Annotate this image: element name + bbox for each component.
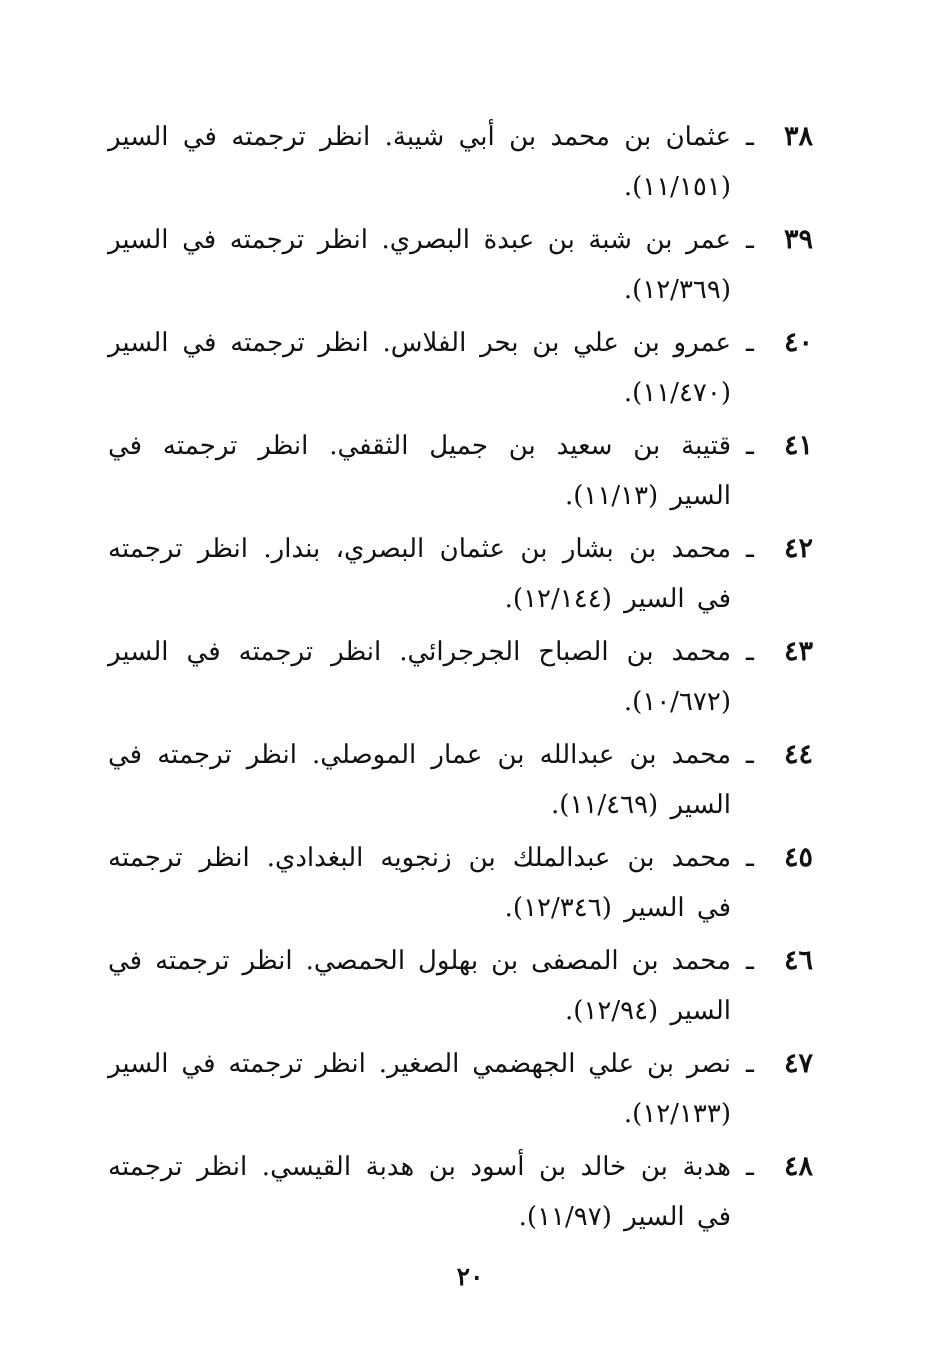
entry-number: ٤٢ xyxy=(783,533,813,564)
entry-text: قتيبة بن سعيد بن جميل الثقفي. انظر ترجمته في السير (١١/١٣). xyxy=(108,431,731,511)
entry-text: نصر بن علي الجهضمي الصغير. انظر ترجمته في السير (١٢/١٣٣). xyxy=(108,1049,731,1129)
entry-44 xyxy=(108,730,813,833)
biography-entries-list xyxy=(108,112,813,1245)
entry-number: ٤٧ xyxy=(783,1048,813,1079)
entry-text: عثمان بن محمد بن أبي شيبة. انظر ترجمته في السير (١١/١٥١). xyxy=(108,122,731,202)
entry-39 xyxy=(108,215,813,318)
entry-dash: ـ xyxy=(746,224,754,255)
entry-text: محمد بن عبدالملك بن زنجويه البغدادي. انظر ترجمته في السير (١٢/٣٤٦). xyxy=(108,843,731,923)
entry-40 xyxy=(108,318,813,421)
entry-text: محمد بن عبدالله بن عمار الموصلي. انظر ترجمته في السير (١١/٤٦٩). xyxy=(108,740,731,820)
entry-text: محمد بن الصباح الجرجرائي. انظر ترجمته في السير (١٠/٦٧٢). xyxy=(108,637,731,717)
entry-dash: ـ xyxy=(746,327,754,358)
entry-42 xyxy=(108,524,813,627)
entry-number: ٤٥ xyxy=(783,842,813,873)
entry-dash: ـ xyxy=(746,121,754,152)
entry-dash: ـ xyxy=(746,1151,754,1182)
entry-48 xyxy=(108,1142,813,1245)
entry-46 xyxy=(108,936,813,1039)
entry-45 xyxy=(108,833,813,936)
entry-dash: ـ xyxy=(746,739,754,770)
entry-dash: ـ xyxy=(746,842,754,873)
entry-number: ٣٨ xyxy=(783,121,813,152)
entry-text: عمر بن شبة بن عبدة البصري. انظر ترجمته في السير (١٢/٣٦٩). xyxy=(108,225,731,305)
entry-dash: ـ xyxy=(746,430,754,461)
entry-dash: ـ xyxy=(746,1048,754,1079)
entry-dash: ـ xyxy=(746,533,754,564)
entry-47 xyxy=(108,1039,813,1142)
entry-number: ٤٤ xyxy=(783,739,813,770)
entry-number: ٤٣ xyxy=(783,636,813,667)
page-number: ٢٠ xyxy=(456,1262,484,1291)
entry-number: ٤١ xyxy=(783,430,813,461)
entry-dash: ـ xyxy=(746,945,754,976)
entry-number: ٤٨ xyxy=(783,1151,813,1182)
entry-text: محمد بن المصفى بن بهلول الحمصي. انظر ترجمته في السير (١٢/٩٤). xyxy=(108,946,731,1026)
entry-41 xyxy=(108,421,813,524)
entry-text: محمد بن بشار بن عثمان البصري، بندار. انظر ترجمته في السير (١٢/١٤٤). xyxy=(108,534,731,614)
entry-number: ٤٠ xyxy=(783,327,813,358)
entry-dash: ـ xyxy=(746,636,754,667)
entry-text: هدبة بن خالد بن أسود بن هدبة القيسي. انظر ترجمته في السير (١١/٩٧). xyxy=(108,1152,731,1232)
entry-43 xyxy=(108,627,813,730)
entry-number: ٤٦ xyxy=(783,945,813,976)
entry-text: عمرو بن علي بن بحر الفلاس. انظر ترجمته في السير (١١/٤٧٠). xyxy=(108,328,731,408)
entry-38 xyxy=(108,112,813,215)
entry-number: ٣٩ xyxy=(783,224,813,255)
